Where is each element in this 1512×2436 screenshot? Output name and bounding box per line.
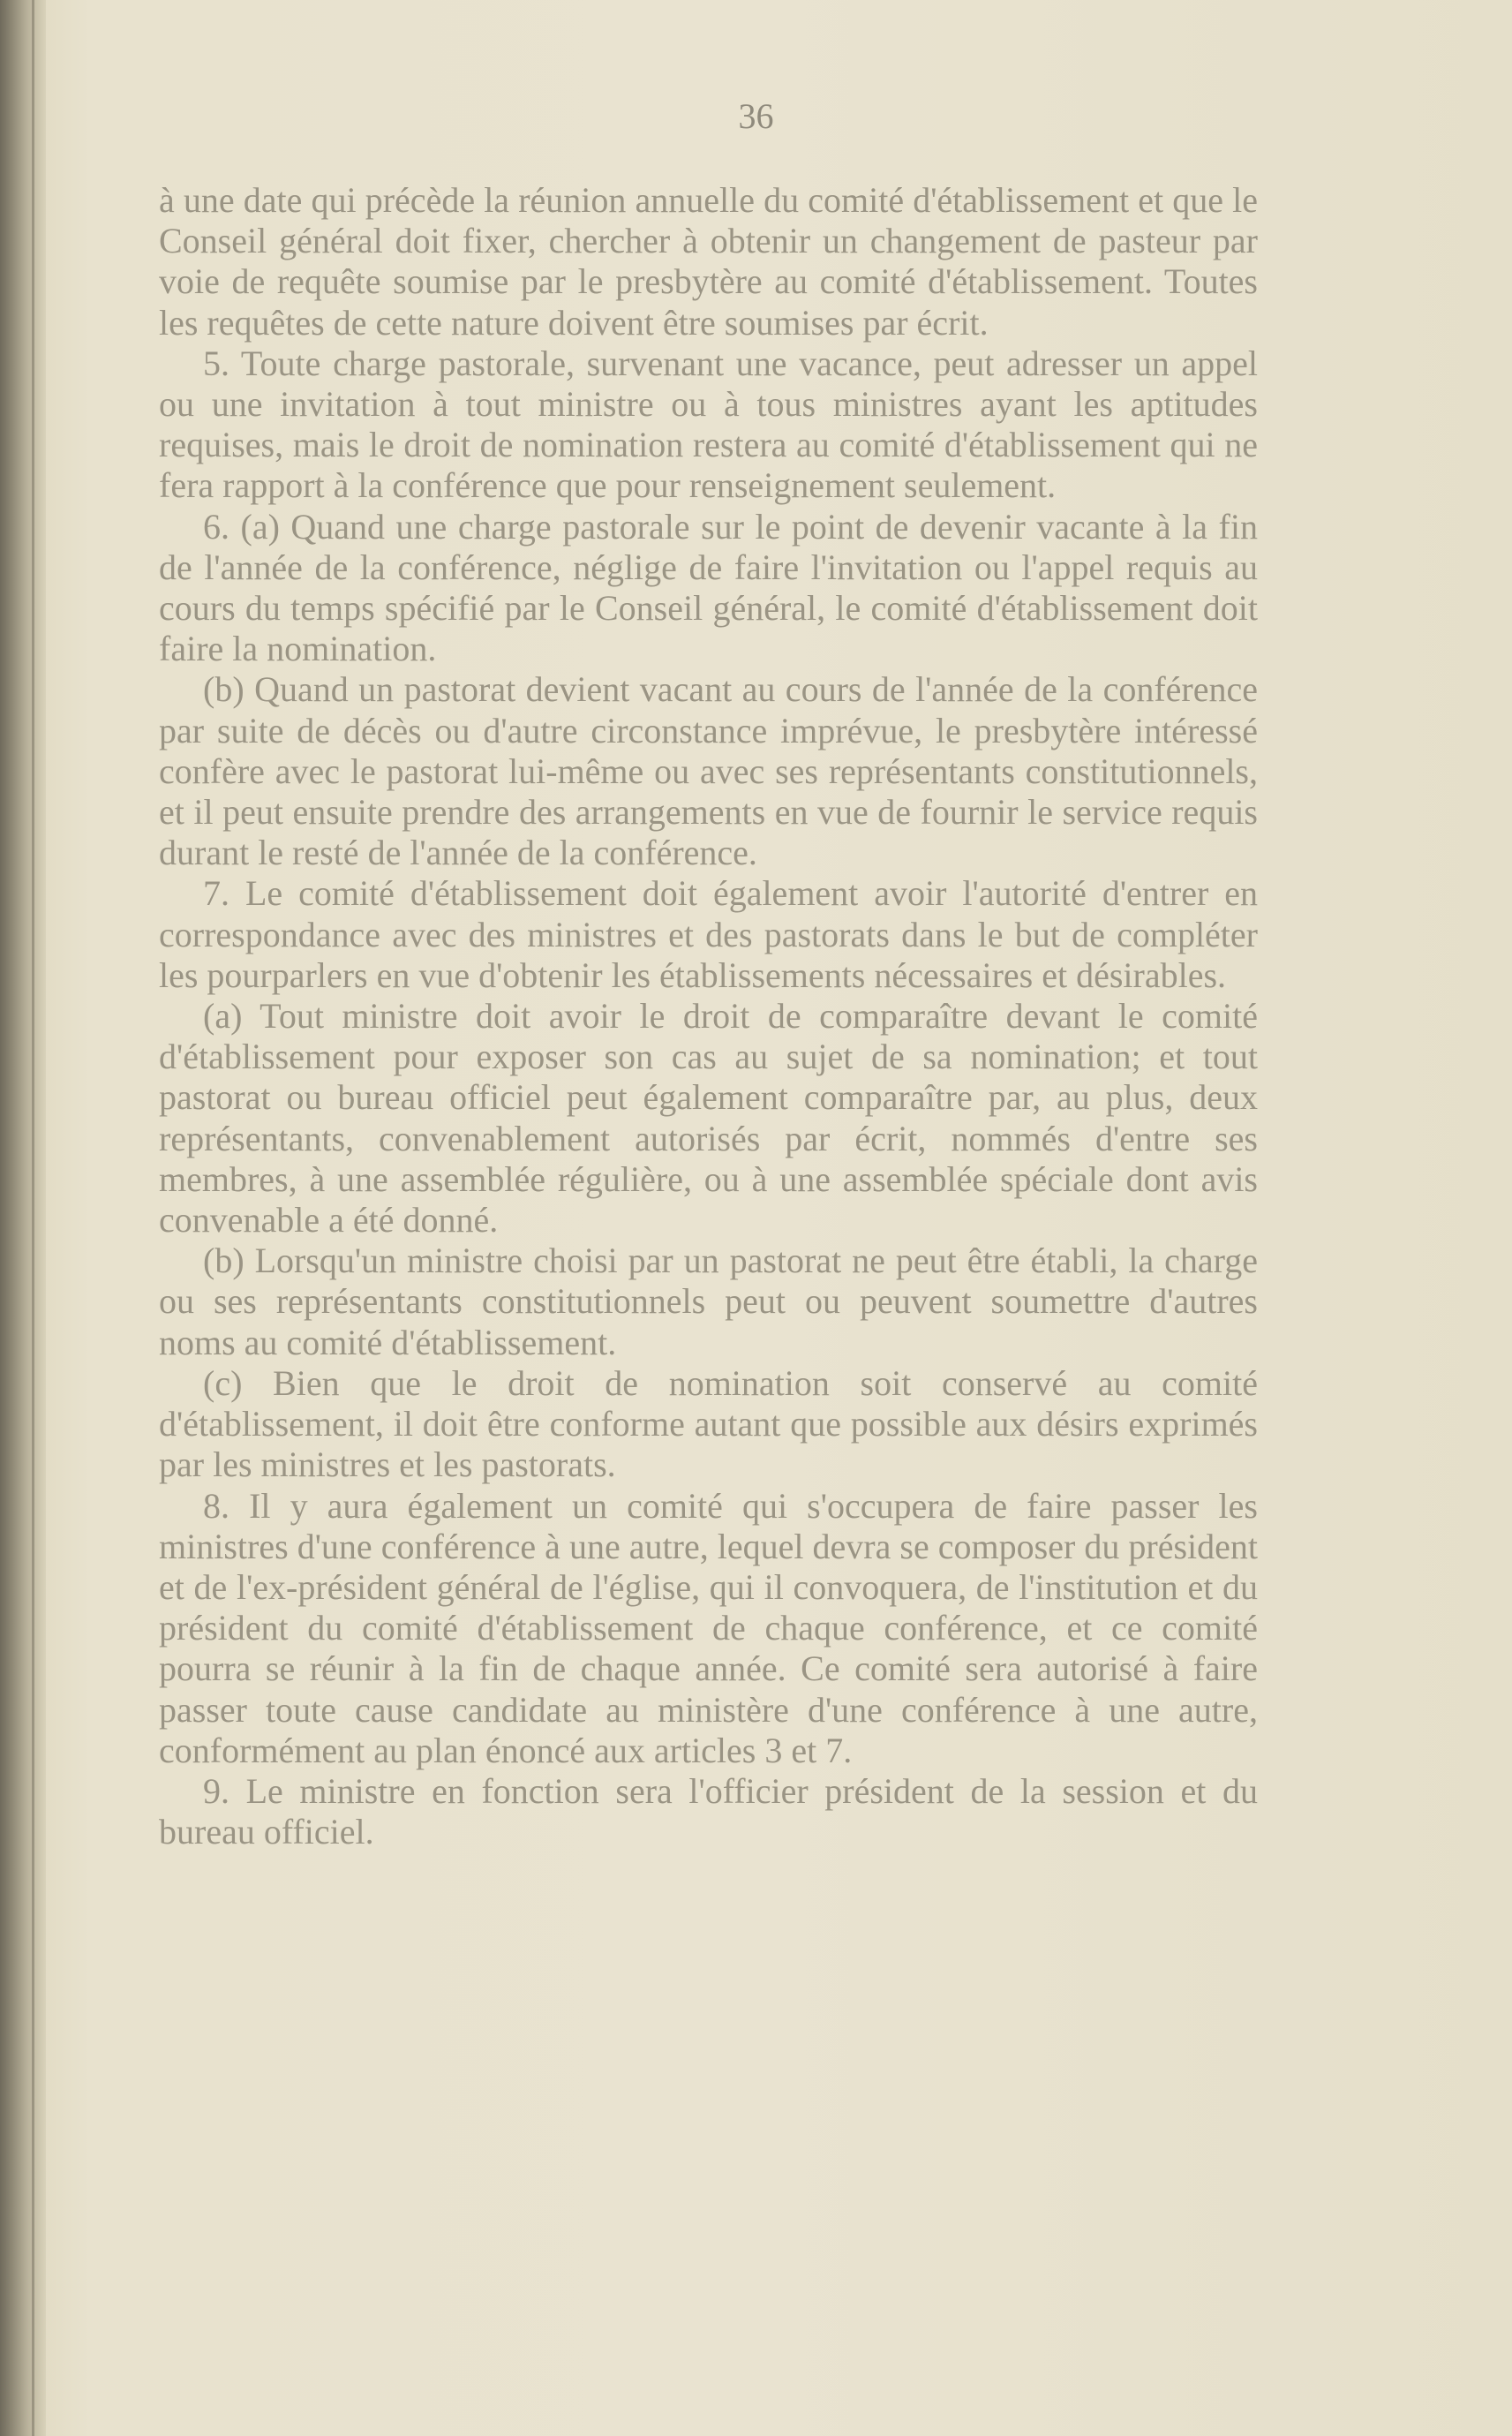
paragraph-article-7c: (c) Bien que le droit de nomination soit conservé au comité d'établissement, il doit être conforme autant que possible aux désirs exprimés par les ministres et les pastorats.: [159, 1362, 1258, 1485]
paragraph-continuation: à une date qui précède la réunion annuelle du comité d'établissement et que le Conseil général doit fixer, chercher à obtenir un changement de pasteur par voie de requête soumise par le presbytère au comité d'établissement. Toutes les requêtes de cette nature doivent être soumises par écrit.: [159, 180, 1258, 343]
paragraph-article-7: 7. Le comité d'établissement doit également avoir l'autorité d'entrer en correspondance avec des ministres et des pastorats dans le but de compléter les pourparlers en vue d'obtenir les établissements nécessaires et désirables.: [159, 873, 1258, 995]
paragraph-article-6a: 6. (a) Quand une charge pastorale sur le point de devenir vacante à la fin de l'année de la conférence, néglige de faire l'invitation ou l'appel requis au cours du temps spécifié par le Conseil général, le comité d'établissement doit faire la nomination.: [159, 506, 1258, 669]
paragraph-article-7a: (a) Tout ministre doit avoir le droit de comparaître devant le comité d'établissement pour exposer son cas au sujet de sa nomination; et tout pastorat ou bureau officiel peut également comparaître par, au plus, deux représentants, convenablement autorisés par écrit, nommés d'entre ses membres, à une assemblée régulière, ou à une assemblée spéciale dont avis convenable a été donné.: [159, 996, 1258, 1241]
body-text: [159, 180, 1258, 1852]
paragraph-article-5: 5. Toute charge pastorale, survenant une vacance, peut adresser un appel ou une invitation à tout ministre ou à tous ministres ayant les aptitudes requises, mais le droit de nomination restera au comité d'établissement qui ne fera rapport à la conférence que pour renseignement seulement.: [159, 343, 1258, 506]
paragraph-article-6b: (b) Quand un pastorat devient vacant au cours de l'année de la conférence par suite de décès ou d'autre circonstance imprévue, le presbytère intéressé confère avec le pastorat lui-même ou avec ses représentants constitutionnels, et il peut ensuite prendre des arrangements en vue de fournir le service requis durant le resté de l'année de la conférence.: [159, 669, 1258, 873]
paragraph-article-9: 9. Le ministre en fonction sera l'officier président de la session et du bureau officiel.: [159, 1770, 1258, 1852]
paragraph-article-7b: (b) Lorsqu'un ministre choisi par un pastorat ne peut être établi, la charge ou ses représentants constitutionnels peut ou peuvent soumettre d'autres noms au comité d'établissement.: [159, 1241, 1258, 1362]
binding-line: [32, 0, 34, 2436]
paragraph-article-8: 8. Il y aura également un comité qui s'occupera de faire passer les ministres d'une conférence à une autre, lequel devra se composer du président et de l'ex-président général de l'église, qui il convoquera, de l'institution et du président du comité d'établissement de chaque conférence, et ce comité pourra se réunir à la fin de chaque année. Ce comité sera autorisé à faire passer toute cause candidate au ministère d'une conférence à une autre, conformément au plan énoncé aux articles 3 et 7.: [159, 1485, 1258, 1770]
book-spine-shadow: [0, 0, 46, 2436]
page-number: 36: [738, 96, 774, 136]
